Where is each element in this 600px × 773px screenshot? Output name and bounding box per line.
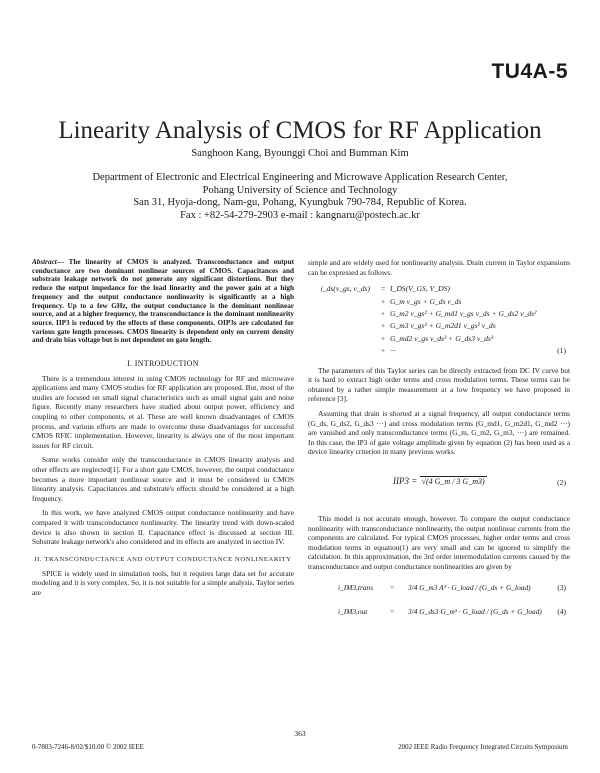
abstract-lead: Abstract (32, 258, 57, 266)
equation-4: i_IM3,out = 3/4 G_ds3 G_m³ · G_load / (G_ds + G_load) (4) (338, 606, 566, 616)
left-column (32, 258, 294, 603)
eq2-lhs: IIP3 (393, 475, 409, 486)
taylor-intro: simple and are widely used for nonlinearity analysis. Drain current in Taylor expansions can be expressed as follows. (308, 258, 570, 277)
eq1-op: + (380, 346, 386, 356)
affiliation-line-3: San 31, Hyoja-dong, Nam-gu, Pohang, Kyungbuk 790-784, Republic of Korea. (133, 197, 467, 208)
eq1-op: + (380, 321, 386, 331)
eq1-number: (1) (557, 346, 566, 356)
eq1-term: G_md2 v_gs v_ds² + G_ds3 v_ds³ (390, 333, 494, 343)
equation-1 (308, 283, 570, 357)
intro-paragraph: Some works consider only the transconductance in CMOS linearity analysis and other effects are neglected[1]. For a short gate CMOS, however, the output conductance becomes a more important nonlinear source and it must be considered in CMOS linearity analysis. Capacitances and substrate's effects should be considered at a high frequency. (32, 455, 294, 503)
eq1-term: G_m3 v_gs³ + G_m2d1 v_gs² v_ds (390, 321, 496, 331)
affiliation-line-1: Department of Electronic and Electrical Engineering and Microwave Application Research Center, (92, 172, 508, 183)
session-code: TU4A-5 (491, 60, 568, 83)
eq1-term: I_DS(V_GS, V_DS) (390, 284, 450, 294)
eq3-rhs: 3/4 G_m3 A³ · G_load / (G_ds + G_load) (408, 582, 531, 592)
equation-3: i_IM3,trans = 3/4 G_m3 A³ · G_load / (G_ds + G_load) (3) (338, 582, 566, 592)
eq1-op: + (380, 309, 386, 318)
paper-authors: Sanghoon Kang, Byounggi Choi and Bumman Kim (191, 148, 409, 159)
abstract (32, 258, 294, 345)
page-number: 363 (294, 729, 306, 738)
affiliation-contact: Fax : +82-54-279-2903 e-mail : kangnaru@postech.ac.kr (180, 209, 420, 221)
intro-paragraph: In this work, we have analyzed CMOS output conductance nonlinearity and have compared it with transconductance nonlinearity. The linearity trend with down-scaled device is also shown in section II. Capacitance effect is discussed at section III. Substrate leakage network's also considered and its effects are analyzed in section IV. (32, 508, 294, 547)
paper-title: Linearity Analysis of CMOS for RF Application (58, 117, 542, 144)
eq2-number: (2) (557, 477, 566, 487)
eq1-op: + (380, 333, 386, 343)
eq4-lhs: i_IM3,out (338, 606, 368, 616)
right-column (308, 258, 570, 625)
footer-copyright: 0-7803-7246-8/02/$10.00 © 2002 IEEE (32, 743, 144, 751)
body-paragraph: The parameters of this Taylor series can be directly extracted from DC IV curve but it is hard to extract high order terms and cross modulation terms. These terms can be obtained by a rather simple measurement at a low frequency we have proposed in reference [3]. (308, 365, 570, 404)
body-paragraph: This model is not accurate enough, however. To compare the output conductance nonlinearity with transconductance nonlinearity, the output nonlinear currents from the components are calculated. For typical CMOS processes, higher order terms and cross modulation terms in equation(1) are very small and can be ignored to simplify the calculation. In this approximation, the 3rd order intermodulation currents caused by the transconductance and output conductance nonlinearities are given by (308, 513, 570, 571)
eq1-term: G_m2 v_gs² + G_md1 v_gs v_ds + G_ds2 v_ds² (390, 309, 537, 318)
eq1-term: ··· (390, 346, 396, 356)
eq2-rhs: √(4 G_m / 3 G_m3) (421, 476, 485, 486)
section-heading-nonlinearity: II. TRANSCONDUCTANCE AND OUTPUT CONDUCTANCE NONLINEARITY (34, 555, 292, 563)
affiliation-line-2: Pohang University of Science and Technology (202, 184, 398, 196)
intro-paragraph: There is a tremendous interest in using CMOS technology for RF and microwave applications and many CMOS studies for RF application are proposed. But, most of the studies are focused on small signal characteristics such as small signal gain and noise figure. Recently many researchers have studied about output power, efficiency and coupling to other components, et al. These are well known disadvantages of CMOS process, and various efforts are made to overcome these disadvantages for successful CMOS RFIC implementation. However, linearity is always one of the most important issues for RF circuit. (32, 373, 294, 450)
eq3-lhs: i_IM3,trans (338, 582, 374, 592)
footer-symposium: 2002 IEEE Radio Frequency Integrated Circuits Symposium (398, 743, 568, 751)
affiliation (30, 172, 570, 222)
eq4-number: (4) (557, 606, 566, 616)
section2-paragraph: SPICE is widely used in simulation tools, but it requires large data set for accurate modeling and it is very complex. So, it is not suitable for a simple analysis. Taylor series are (32, 568, 294, 597)
section-heading-introduction: I. INTRODUCTION (127, 359, 199, 369)
equation-2: IIP3 = √(4 G_m / 3 G_m3) (2) (393, 475, 566, 487)
abstract-text: — The linearity of CMOS is analyzed. Transconductance and output conductance are two dominant nonlinear sources of CMOS. Capacitances and substrate leakage network do not generate any significant distortions. But they reduce the output impedance for the load linearity and the power gain at a high frequency and the output conductance nonlinearity is significantly at a high frequency. Up to a few GHz, the output conductance is the dominant nonlinear source, and at a higher frequency, the transconductance is the dominant nonlinearity source. IIP3 is reduced by the effects of these components. OIP3s are calculated for various gate length processes. CMOS linearity is dependent only on current density and drain bias voltage but is not dependent on gate length. (32, 258, 294, 345)
eq1-op: = (380, 284, 386, 294)
eq3-number: (3) (557, 582, 566, 592)
eq4-rhs: 3/4 G_ds3 G_m³ · G_load / (G_ds + G_load) (408, 606, 542, 616)
body-paragraph: Assuming that drain is shorted at a signal frequency, all output conductance terms (G_ds, G_ds2, G_ds3 ···) and cross modulation terms (G_md1, G_m2d1, G_md2 ···) are vanished and only transconductance terms (G_m, G_m2, G_m3, ···) are remained. In this case, the IP3 of gate voltage amplitude given by equation (2) has been used as a device linearity criterion in many previous works. (308, 409, 570, 457)
eq1-term: G_m v_gs + G_ds v_ds (390, 296, 462, 306)
eq1-op: + (380, 296, 386, 306)
eq1-lhs: i_ds(v_gs, v_ds) (320, 284, 370, 294)
